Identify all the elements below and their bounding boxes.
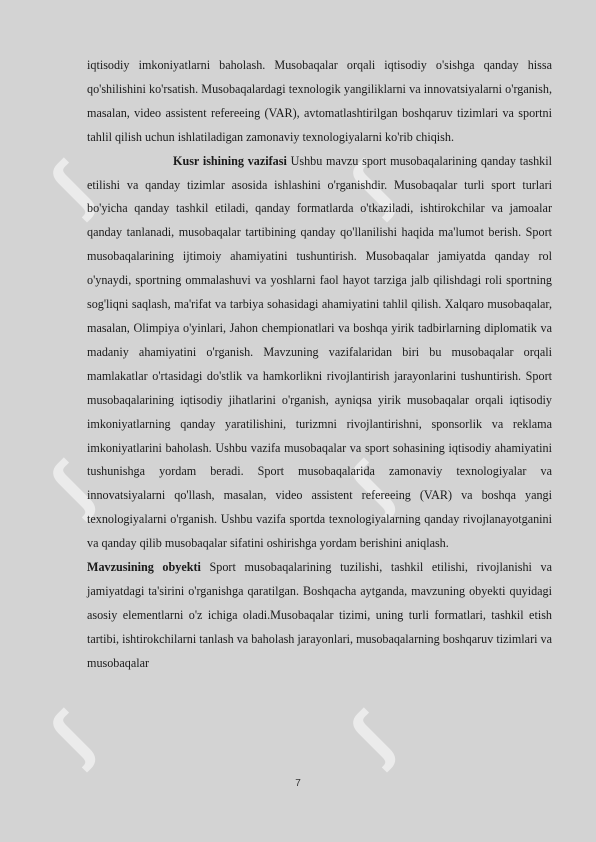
paragraph-tasks bbox=[87, 150, 552, 556]
paragraph-text: Ushbu mavzu sport musobaqalarining qanday tashkil etilishi va qanday tizimlar asosida ishlashini o'rganishdir. Musobaqalar turli sport turlari bo'yicha qanday tashkil etiladi, qanday formatlarda o'tkaziladi, ishtirokchilar va jamoalar qanday tanlanadi, musobaqalar tartibining qanday qo'llanilishi haqida ma'lumot berish. Sport musobaqalarining ijtimoiy ahamiyatini tushuntirish. Musobaqalar jamiyatda qanday rol o'ynaydi, sportning ommalashuvi va yoshlarni faol hayot tarziga jalb qilishdagi roli sportning sog'liqni saqlash, ma'rifat va tarbiya sohasidagi ahamiyatini tahlil qilish. Xalqaro musobaqalar, masalan, Olimpiya o'yinlari, Jahon chempionatlari va boshqa yirik tadbirlarning diplomatik va madaniy ahamiyatini o'rganish. Mavzuning vazifalaridan biri bu musobaqalar orqali mamlakatlar o'rtasidagi do'stlik va hamkorlikni rivojlantirish jarayonlarini tushuntirish. Sport musobaqalarining iqtisodiy jihatlarini o'rganish, ayniqsa yirik musobaqalar orqali iqtisodiy imkoniyatlarning qanday yaratilishini, turizmni rivojlantirishni, sponsorlik va reklama imkoniyatlarini baholash. Ushbu vazifa musobaqalar va sport sohasining iqtisodiy ahamiyatini tushunishga yordam beradi. Sport musobaqalarida zamonaviy texnologiyalar va innovatsiyalarni qo'llash, masalan, video assistent refereeing (VAR) va boshqa yangi texnologiyalarni o'rganish. Ushbu vazifa sportda texnologiyalarning qanday rivojlanayotganini va qanday qilib musobaqalar sifatini oshirishga yordam berishini aniqlash. bbox=[87, 153, 552, 551]
watermark: ʃ bbox=[37, 451, 109, 523]
paragraph-object bbox=[87, 556, 552, 676]
paragraph-text: Sport musobaqalarining tuzilishi, tashkil etilishi, rivojlanishi va jamiyatdagi ta'sirini o'rganishga qaratilgan. Boshqacha aytganda, mavzuning obyekti quyidagi asosiy elementlarni o'z ichiga oladi.Musobaqalar tizimi, uning turli formatlari, tashkil etish tartibi, ishtirokchilarni tanlash va baholash jarayonlari, musobaqalarning boshqaruv tizimlari va musobaqalar bbox=[87, 560, 552, 670]
paragraph-heading: Kusr ishining vazifasi bbox=[173, 153, 287, 168]
watermark: ʃ bbox=[337, 151, 409, 223]
watermark: ʃ bbox=[37, 151, 109, 223]
watermark: ʃ bbox=[37, 701, 109, 773]
paragraph-heading: Mavzusining obyekti bbox=[87, 560, 201, 575]
page-number: 7 bbox=[295, 778, 301, 789]
watermark: ʃ bbox=[337, 451, 409, 523]
paragraph-intro bbox=[87, 54, 552, 150]
paragraph-text: iqtisodiy imkoniyatlarni baholash. Musobaqalar orqali iqtisodiy o'sishga qanday hissa qo'shilishini ko'rsatish. Musobaqalardagi texnologik yangiliklarni va innovatsiyalarni o'rganish, masalan, video assistent refereeing (VAR), avtomatlashtirilgan boshqaruv tizimlari va sportni tahlil qilish uchun ishlatiladigan zamonaviy texnologiyalarni ko'rib chiqish. bbox=[87, 58, 552, 144]
watermark: ʃ bbox=[337, 701, 409, 773]
page-body bbox=[87, 54, 552, 676]
